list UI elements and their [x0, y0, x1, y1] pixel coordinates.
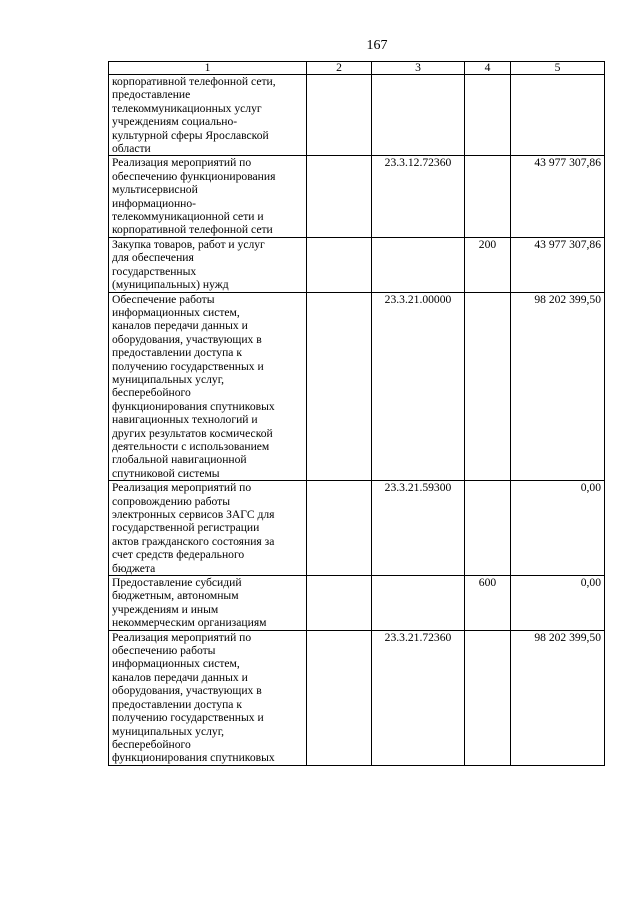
table-row [109, 156, 605, 237]
column-header-3: 3 [372, 62, 465, 75]
row-name: корпоративной телефонной сети, предоставление телекоммуникационных услуг учреждениям социально- культурной сферы Ярославской области [109, 75, 307, 156]
row-amount: 0,00 [511, 576, 605, 631]
column-header-5: 5 [511, 62, 605, 75]
row-amount: 43 977 307,86 [511, 237, 605, 292]
row-col2 [307, 292, 372, 481]
budget-table [108, 61, 605, 766]
table-row [109, 481, 605, 576]
row-col2 [307, 237, 372, 292]
row-expense-type [465, 481, 511, 576]
row-name: Реализация мероприятий по обеспечению функционирования мультисервисной информационно- телекоммуникационной сети и корпоративной телефонной сети [109, 156, 307, 237]
row-expense-type [465, 156, 511, 237]
row-name: Реализация мероприятий по обеспечению работы информационных систем, каналов передачи данных и оборудования, участвующих в предоставлении доступа к получению государственных и муниципальных услуг, бесперебойного функционирования спутниковых [109, 630, 307, 765]
row-expense-type [465, 75, 511, 156]
row-name: Закупка товаров, работ и услуг для обеспечения государственных (муниципальных) нужд [109, 237, 307, 292]
row-expense-type [465, 292, 511, 481]
table-row [109, 576, 605, 631]
row-col2 [307, 156, 372, 237]
column-header-1: 1 [109, 62, 307, 75]
row-amount: 0,00 [511, 481, 605, 576]
row-amount: 98 202 399,50 [511, 292, 605, 481]
table-row [109, 630, 605, 765]
row-target-code [372, 576, 465, 631]
row-target-code: 23.3.21.59300 [372, 481, 465, 576]
row-expense-type: 200 [465, 237, 511, 292]
row-amount: 98 202 399,50 [511, 630, 605, 765]
table-row [109, 237, 605, 292]
row-col2 [307, 576, 372, 631]
row-expense-type: 600 [465, 576, 511, 631]
row-name: Реализация мероприятий по сопровождению работы электронных сервисов ЗАГС для государственной регистрации актов гражданского состояния за счет средств федерального бюджета [109, 481, 307, 576]
table-row [109, 75, 605, 156]
row-name: Предоставление субсидий бюджетным, автономным учреждениям и иным некоммерческим организациям [109, 576, 307, 631]
page-number: 167 [366, 38, 388, 53]
row-target-code: 23.3.21.72360 [372, 630, 465, 765]
row-col2 [307, 630, 372, 765]
table-row [109, 292, 605, 481]
row-target-code: 23.3.21.00000 [372, 292, 465, 481]
row-col2 [307, 481, 372, 576]
row-name: Обеспечение работы информационных систем, каналов передачи данных и оборудования, участвующих в предоставлении доступа к получению государственных и муниципальных услуг, бесперебойного функционирования спутниковых навигационных технологий и других результатов космической деятельности с использованием глобальной навигационной спутниковой системы [109, 292, 307, 481]
row-target-code [372, 75, 465, 156]
row-amount: 43 977 307,86 [511, 156, 605, 237]
column-header-4: 4 [465, 62, 511, 75]
row-expense-type [465, 630, 511, 765]
row-target-code: 23.3.12.72360 [372, 156, 465, 237]
table-header-row [109, 62, 605, 75]
row-amount [511, 75, 605, 156]
column-header-2: 2 [307, 62, 372, 75]
row-target-code [372, 237, 465, 292]
row-col2 [307, 75, 372, 156]
